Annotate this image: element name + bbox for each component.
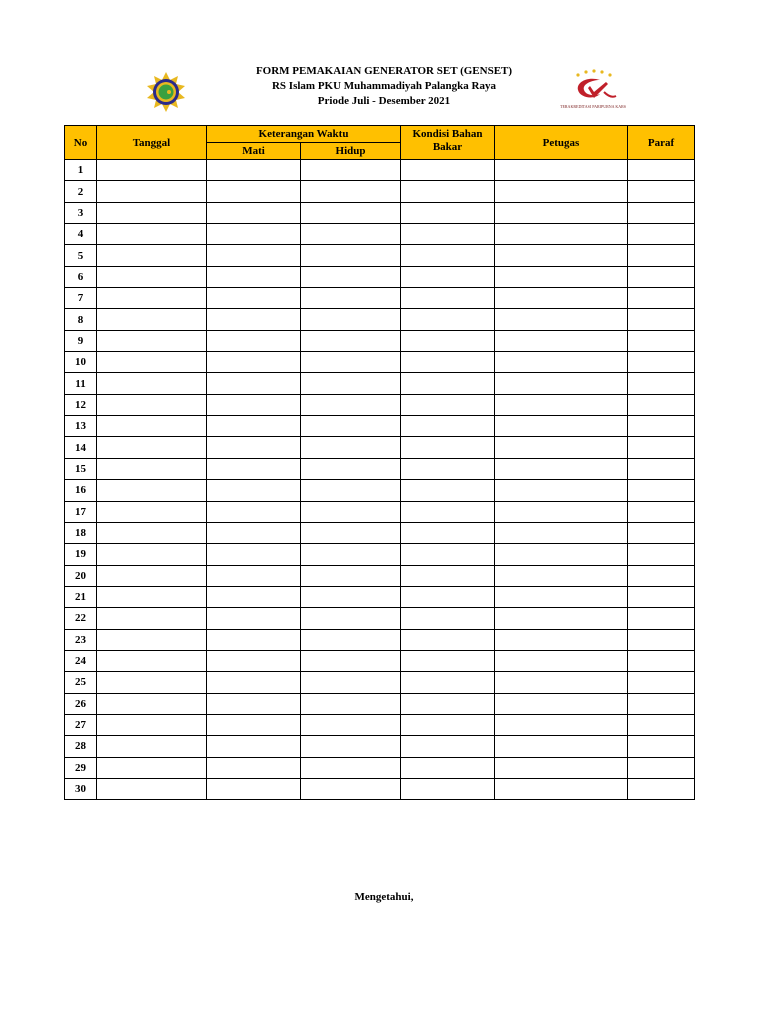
mati-cell[interactable] bbox=[207, 373, 301, 394]
row-number: 15 bbox=[65, 458, 97, 479]
kondisi-bahan-bakar-cell[interactable] bbox=[401, 629, 495, 650]
mati-cell[interactable] bbox=[207, 330, 301, 351]
table-row bbox=[65, 352, 695, 373]
paraf-cell[interactable] bbox=[628, 544, 695, 565]
table-row bbox=[65, 565, 695, 586]
hidup-cell[interactable] bbox=[301, 736, 401, 757]
petugas-cell[interactable] bbox=[495, 181, 628, 202]
table-row bbox=[65, 437, 695, 458]
kondisi-bahan-bakar-cell[interactable] bbox=[401, 757, 495, 778]
petugas-cell[interactable] bbox=[495, 458, 628, 479]
kondisi-bahan-bakar-cell[interactable] bbox=[401, 778, 495, 799]
institution-name: RS Islam PKU Muhammadiyah Palangka Raya bbox=[271, 80, 496, 92]
table-row bbox=[65, 330, 695, 351]
tanggal-cell[interactable] bbox=[97, 565, 207, 586]
kondisi-bahan-bakar-cell[interactable] bbox=[401, 394, 495, 415]
hidup-cell[interactable] bbox=[301, 586, 401, 607]
kondisi-bahan-bakar-cell[interactable] bbox=[401, 245, 495, 266]
table-row bbox=[65, 181, 695, 202]
paraf-cell[interactable] bbox=[628, 394, 695, 415]
kondisi-bahan-bakar-cell[interactable] bbox=[401, 522, 495, 543]
paraf-cell[interactable] bbox=[628, 757, 695, 778]
kondisi-bahan-bakar-cell[interactable] bbox=[401, 672, 495, 693]
tanggal-cell[interactable] bbox=[97, 757, 207, 778]
petugas-cell[interactable] bbox=[495, 352, 628, 373]
paraf-cell[interactable] bbox=[628, 224, 695, 245]
mati-cell[interactable] bbox=[207, 714, 301, 735]
kondisi-bahan-bakar-cell[interactable] bbox=[401, 565, 495, 586]
kondisi-bahan-bakar-cell[interactable] bbox=[401, 458, 495, 479]
tanggal-cell[interactable] bbox=[97, 714, 207, 735]
tanggal-cell[interactable] bbox=[97, 480, 207, 501]
paraf-cell[interactable] bbox=[628, 288, 695, 309]
petugas-cell[interactable] bbox=[495, 501, 628, 522]
tanggal-cell[interactable] bbox=[97, 778, 207, 799]
mati-cell[interactable] bbox=[207, 736, 301, 757]
tanggal-cell[interactable] bbox=[97, 544, 207, 565]
table-row bbox=[65, 309, 695, 330]
tanggal-cell[interactable] bbox=[97, 330, 207, 351]
table-row bbox=[65, 650, 695, 671]
paraf-cell[interactable] bbox=[628, 480, 695, 501]
kondisi-bahan-bakar-cell[interactable] bbox=[401, 160, 495, 181]
table-row bbox=[65, 458, 695, 479]
mati-cell[interactable] bbox=[207, 757, 301, 778]
petugas-cell[interactable] bbox=[495, 202, 628, 223]
kondisi-bahan-bakar-cell[interactable] bbox=[401, 480, 495, 501]
tanggal-cell[interactable] bbox=[97, 501, 207, 522]
hidup-cell[interactable] bbox=[301, 394, 401, 415]
table-body bbox=[65, 160, 695, 800]
petugas-cell[interactable] bbox=[495, 778, 628, 799]
row-number: 20 bbox=[65, 565, 97, 586]
kondisi-bahan-bakar-cell[interactable] bbox=[401, 586, 495, 607]
hidup-cell[interactable] bbox=[301, 714, 401, 735]
table-row bbox=[65, 245, 695, 266]
hidup-cell[interactable] bbox=[301, 437, 401, 458]
petugas-cell[interactable] bbox=[495, 160, 628, 181]
kondisi-bahan-bakar-cell[interactable] bbox=[401, 266, 495, 287]
mati-cell[interactable] bbox=[207, 309, 301, 330]
column-header-no: No bbox=[65, 126, 97, 160]
petugas-cell[interactable] bbox=[495, 330, 628, 351]
hidup-cell[interactable] bbox=[301, 202, 401, 223]
mati-cell[interactable] bbox=[207, 480, 301, 501]
row-number: 1 bbox=[65, 160, 97, 181]
hidup-cell[interactable] bbox=[301, 693, 401, 714]
row-number: 12 bbox=[65, 394, 97, 415]
mati-cell[interactable] bbox=[207, 778, 301, 799]
table-row bbox=[65, 693, 695, 714]
tanggal-cell[interactable] bbox=[97, 373, 207, 394]
mati-cell[interactable] bbox=[207, 437, 301, 458]
accreditation-text: TERAKREDITASI PARIPURNA KARS bbox=[560, 104, 626, 109]
period-label: Priode Juli - Desember 2021 bbox=[317, 95, 451, 107]
hidup-cell[interactable] bbox=[301, 778, 401, 799]
table-row bbox=[65, 586, 695, 607]
table-row bbox=[65, 202, 695, 223]
row-number: 28 bbox=[65, 736, 97, 757]
kondisi-bahan-bakar-cell[interactable] bbox=[401, 501, 495, 522]
table-row bbox=[65, 522, 695, 543]
row-number: 17 bbox=[65, 501, 97, 522]
kondisi-bahan-bakar-cell[interactable] bbox=[401, 714, 495, 735]
petugas-cell[interactable] bbox=[495, 245, 628, 266]
tanggal-cell[interactable] bbox=[97, 608, 207, 629]
column-header-tanggal: Tanggal bbox=[97, 126, 207, 160]
row-number: 26 bbox=[65, 693, 97, 714]
table-row bbox=[65, 416, 695, 437]
column-header-keterangan-waktu: Keterangan Waktu bbox=[207, 126, 401, 143]
mati-cell[interactable] bbox=[207, 160, 301, 181]
tanggal-cell[interactable] bbox=[97, 416, 207, 437]
mati-cell[interactable] bbox=[207, 608, 301, 629]
hidup-cell[interactable] bbox=[301, 352, 401, 373]
paraf-cell[interactable] bbox=[628, 778, 695, 799]
row-number: 4 bbox=[65, 224, 97, 245]
table-row bbox=[65, 266, 695, 287]
tanggal-cell[interactable] bbox=[97, 352, 207, 373]
kondisi-bahan-bakar-cell[interactable] bbox=[401, 736, 495, 757]
kondisi-bahan-bakar-cell[interactable] bbox=[401, 416, 495, 437]
petugas-cell[interactable] bbox=[495, 586, 628, 607]
kondisi-bahan-bakar-cell[interactable] bbox=[401, 309, 495, 330]
tanggal-cell[interactable] bbox=[97, 266, 207, 287]
tanggal-cell[interactable] bbox=[97, 202, 207, 223]
paraf-cell[interactable] bbox=[628, 266, 695, 287]
mati-cell[interactable] bbox=[207, 181, 301, 202]
row-number: 27 bbox=[65, 714, 97, 735]
paraf-cell[interactable] bbox=[628, 373, 695, 394]
row-number: 6 bbox=[65, 266, 97, 287]
hidup-cell[interactable] bbox=[301, 309, 401, 330]
mati-cell[interactable] bbox=[207, 672, 301, 693]
table-row bbox=[65, 394, 695, 415]
hidup-cell[interactable] bbox=[301, 373, 401, 394]
paraf-cell[interactable] bbox=[628, 458, 695, 479]
paraf-cell[interactable] bbox=[628, 437, 695, 458]
hidup-cell[interactable] bbox=[301, 224, 401, 245]
row-number: 11 bbox=[65, 373, 97, 394]
paraf-cell[interactable] bbox=[628, 672, 695, 693]
petugas-cell[interactable] bbox=[495, 522, 628, 543]
paraf-cell[interactable] bbox=[628, 586, 695, 607]
kondisi-bahan-bakar-cell[interactable] bbox=[401, 608, 495, 629]
kondisi-bahan-bakar-cell[interactable] bbox=[401, 181, 495, 202]
hidup-cell[interactable] bbox=[301, 416, 401, 437]
tanggal-cell[interactable] bbox=[97, 309, 207, 330]
paraf-cell[interactable] bbox=[628, 522, 695, 543]
column-header-hidup: Hidup bbox=[301, 143, 401, 160]
tanggal-cell[interactable] bbox=[97, 672, 207, 693]
column-header-paraf: Paraf bbox=[628, 126, 695, 160]
row-number: 21 bbox=[65, 586, 97, 607]
row-number: 29 bbox=[65, 757, 97, 778]
tanggal-cell[interactable] bbox=[97, 181, 207, 202]
mati-cell[interactable] bbox=[207, 288, 301, 309]
hidup-cell[interactable] bbox=[301, 522, 401, 543]
row-number: 24 bbox=[65, 650, 97, 671]
paraf-cell[interactable] bbox=[628, 352, 695, 373]
row-number: 22 bbox=[65, 608, 97, 629]
kondisi-bahan-bakar-cell[interactable] bbox=[401, 330, 495, 351]
mati-cell[interactable] bbox=[207, 565, 301, 586]
hidup-cell[interactable] bbox=[301, 330, 401, 351]
mati-cell[interactable] bbox=[207, 544, 301, 565]
paraf-cell[interactable] bbox=[628, 714, 695, 735]
paraf-cell[interactable] bbox=[628, 608, 695, 629]
row-number: 3 bbox=[65, 202, 97, 223]
petugas-cell[interactable] bbox=[495, 266, 628, 287]
kondisi-bahan-bakar-cell[interactable] bbox=[401, 288, 495, 309]
table-row bbox=[65, 373, 695, 394]
table-row bbox=[65, 160, 695, 181]
petugas-cell[interactable] bbox=[495, 544, 628, 565]
mati-cell[interactable] bbox=[207, 586, 301, 607]
muhammadiyah-logo-icon bbox=[144, 71, 188, 113]
acknowledgement-label: Mengetahui, bbox=[354, 891, 414, 903]
hidup-cell[interactable] bbox=[301, 266, 401, 287]
table-row bbox=[65, 480, 695, 501]
form-title: FORM PEMAKAIAN GENERATOR SET (GENSET) bbox=[255, 65, 513, 77]
table-row bbox=[65, 288, 695, 309]
mati-cell[interactable] bbox=[207, 394, 301, 415]
mati-cell[interactable] bbox=[207, 266, 301, 287]
form-header bbox=[0, 64, 768, 109]
paraf-cell[interactable] bbox=[628, 330, 695, 351]
paraf-cell[interactable] bbox=[628, 693, 695, 714]
petugas-cell[interactable] bbox=[495, 373, 628, 394]
kondisi-bahan-bakar-cell[interactable] bbox=[401, 437, 495, 458]
kondisi-bahan-bakar-cell[interactable] bbox=[401, 352, 495, 373]
row-number: 8 bbox=[65, 309, 97, 330]
row-number: 19 bbox=[65, 544, 97, 565]
table-row bbox=[65, 544, 695, 565]
mati-cell[interactable] bbox=[207, 202, 301, 223]
hidup-cell[interactable] bbox=[301, 650, 401, 671]
tanggal-cell[interactable] bbox=[97, 245, 207, 266]
table-row bbox=[65, 757, 695, 778]
column-header-kondisi-bahan-bakar: Kondisi Bahan Bakar bbox=[401, 126, 495, 160]
petugas-cell[interactable] bbox=[495, 714, 628, 735]
mati-cell[interactable] bbox=[207, 245, 301, 266]
petugas-cell[interactable] bbox=[495, 288, 628, 309]
tanggal-cell[interactable] bbox=[97, 394, 207, 415]
mati-cell[interactable] bbox=[207, 693, 301, 714]
hidup-cell[interactable] bbox=[301, 672, 401, 693]
petugas-cell[interactable] bbox=[495, 309, 628, 330]
tanggal-cell[interactable] bbox=[97, 458, 207, 479]
paraf-cell[interactable] bbox=[628, 629, 695, 650]
mati-cell[interactable] bbox=[207, 629, 301, 650]
mati-cell[interactable] bbox=[207, 650, 301, 671]
mati-cell[interactable] bbox=[207, 522, 301, 543]
row-number: 10 bbox=[65, 352, 97, 373]
kondisi-bahan-bakar-cell[interactable] bbox=[401, 373, 495, 394]
accreditation-logo-icon bbox=[560, 68, 626, 116]
hidup-cell[interactable] bbox=[301, 608, 401, 629]
mati-cell[interactable] bbox=[207, 458, 301, 479]
paraf-cell[interactable] bbox=[628, 202, 695, 223]
tanggal-cell[interactable] bbox=[97, 288, 207, 309]
mati-cell[interactable] bbox=[207, 224, 301, 245]
paraf-cell[interactable] bbox=[628, 309, 695, 330]
table-row bbox=[65, 736, 695, 757]
paraf-cell[interactable] bbox=[628, 160, 695, 181]
table-row bbox=[65, 714, 695, 735]
row-number: 2 bbox=[65, 181, 97, 202]
paraf-cell[interactable] bbox=[628, 565, 695, 586]
table-row bbox=[65, 608, 695, 629]
petugas-cell[interactable] bbox=[495, 394, 628, 415]
petugas-cell[interactable] bbox=[495, 736, 628, 757]
tanggal-cell[interactable] bbox=[97, 736, 207, 757]
kondisi-bahan-bakar-cell[interactable] bbox=[401, 544, 495, 565]
petugas-cell[interactable] bbox=[495, 672, 628, 693]
hidup-cell[interactable] bbox=[301, 629, 401, 650]
petugas-cell[interactable] bbox=[495, 224, 628, 245]
mati-cell[interactable] bbox=[207, 352, 301, 373]
hidup-cell[interactable] bbox=[301, 501, 401, 522]
hidup-cell[interactable] bbox=[301, 458, 401, 479]
petugas-cell[interactable] bbox=[495, 608, 628, 629]
row-number: 18 bbox=[65, 522, 97, 543]
tanggal-cell[interactable] bbox=[97, 586, 207, 607]
row-number: 7 bbox=[65, 288, 97, 309]
petugas-cell[interactable] bbox=[495, 693, 628, 714]
paraf-cell[interactable] bbox=[628, 245, 695, 266]
tanggal-cell[interactable] bbox=[97, 629, 207, 650]
kondisi-bahan-bakar-cell[interactable] bbox=[401, 650, 495, 671]
paraf-cell[interactable] bbox=[628, 736, 695, 757]
row-number: 13 bbox=[65, 416, 97, 437]
mati-cell[interactable] bbox=[207, 416, 301, 437]
hidup-cell[interactable] bbox=[301, 757, 401, 778]
tanggal-cell[interactable] bbox=[97, 160, 207, 181]
column-header-mati: Mati bbox=[207, 143, 301, 160]
table-row bbox=[65, 501, 695, 522]
tanggal-cell[interactable] bbox=[97, 693, 207, 714]
tanggal-cell[interactable] bbox=[97, 224, 207, 245]
table-row bbox=[65, 224, 695, 245]
kondisi-bahan-bakar-cell[interactable] bbox=[401, 224, 495, 245]
petugas-cell[interactable] bbox=[495, 565, 628, 586]
paraf-cell[interactable] bbox=[628, 501, 695, 522]
paraf-cell[interactable] bbox=[628, 650, 695, 671]
kondisi-bahan-bakar-cell[interactable] bbox=[401, 202, 495, 223]
kondisi-bahan-bakar-cell[interactable] bbox=[401, 693, 495, 714]
row-number: 23 bbox=[65, 629, 97, 650]
row-number: 9 bbox=[65, 330, 97, 351]
petugas-cell[interactable] bbox=[495, 480, 628, 501]
table-row bbox=[65, 629, 695, 650]
hidup-cell[interactable] bbox=[301, 160, 401, 181]
hidup-cell[interactable] bbox=[301, 480, 401, 501]
table-row bbox=[65, 778, 695, 799]
row-number: 14 bbox=[65, 437, 97, 458]
tanggal-cell[interactable] bbox=[97, 650, 207, 671]
hidup-cell[interactable] bbox=[301, 245, 401, 266]
row-number: 30 bbox=[65, 778, 97, 799]
hidup-cell[interactable] bbox=[301, 181, 401, 202]
tanggal-cell[interactable] bbox=[97, 522, 207, 543]
petugas-cell[interactable] bbox=[495, 650, 628, 671]
petugas-cell[interactable] bbox=[495, 757, 628, 778]
row-number: 16 bbox=[65, 480, 97, 501]
table-row bbox=[65, 672, 695, 693]
row-number: 5 bbox=[65, 245, 97, 266]
paraf-cell[interactable] bbox=[628, 181, 695, 202]
petugas-cell[interactable] bbox=[495, 437, 628, 458]
hidup-cell[interactable] bbox=[301, 288, 401, 309]
mati-cell[interactable] bbox=[207, 501, 301, 522]
hidup-cell[interactable] bbox=[301, 565, 401, 586]
hidup-cell[interactable] bbox=[301, 544, 401, 565]
petugas-cell[interactable] bbox=[495, 416, 628, 437]
row-number: 25 bbox=[65, 672, 97, 693]
generator-usage-table bbox=[64, 125, 695, 800]
tanggal-cell[interactable] bbox=[97, 437, 207, 458]
paraf-cell[interactable] bbox=[628, 416, 695, 437]
column-header-petugas: Petugas bbox=[495, 126, 628, 160]
petugas-cell[interactable] bbox=[495, 629, 628, 650]
